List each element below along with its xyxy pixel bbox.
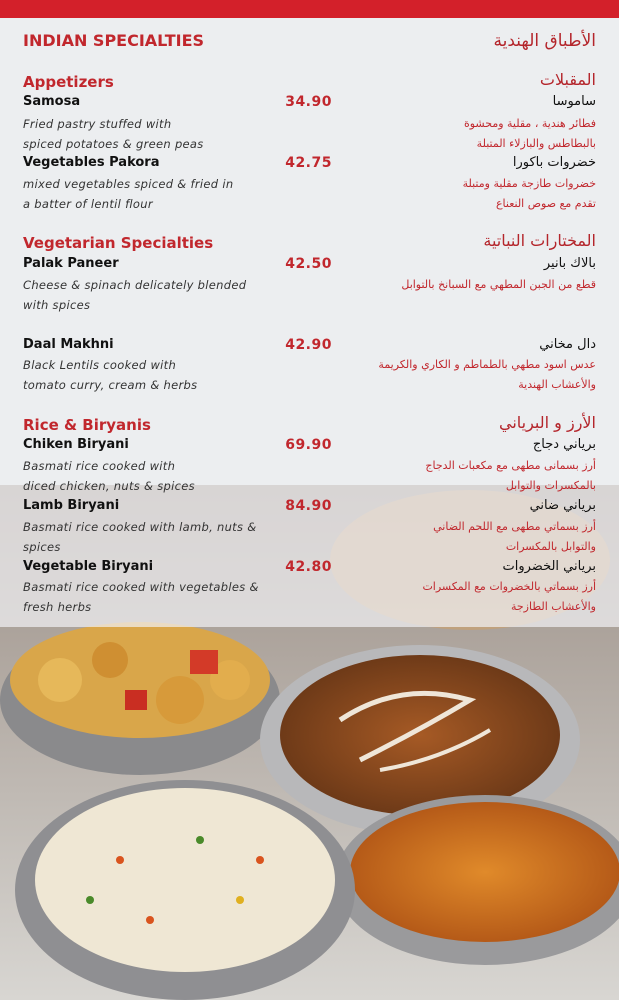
item-desc-en: diced chicken, nuts & spices bbox=[23, 479, 195, 493]
item-name-en: Vegetable Biryani bbox=[23, 559, 154, 574]
item-name-ar: دال مخاني bbox=[539, 337, 596, 352]
item-desc-ar: بالمكسرات والتوابل bbox=[505, 479, 596, 492]
item-name-ar: برياني ضاني bbox=[529, 498, 596, 513]
rice-bowl bbox=[15, 780, 355, 1000]
item-desc-en: tomato curry, cream & herbs bbox=[23, 378, 198, 392]
section-heading-en: Vegetarian Specialties bbox=[23, 234, 214, 252]
item-desc-en: fresh herbs bbox=[23, 600, 92, 614]
item-desc-ar: بالبطاطس والبازلاء المتبلة bbox=[476, 137, 596, 150]
item-price: 34.90 bbox=[285, 94, 332, 110]
top-bar bbox=[0, 0, 619, 18]
item-price: 84.90 bbox=[285, 498, 332, 514]
item-desc-en: Basmati rice cooked with bbox=[23, 459, 176, 473]
item-desc-en: Black Lentils cooked with bbox=[23, 358, 177, 372]
item-desc-en: a batter of lentil flour bbox=[23, 197, 153, 211]
section-heading-en: Appetizers bbox=[23, 73, 114, 91]
section-heading-en: Rice & Biryanis bbox=[23, 416, 151, 434]
item-desc-ar: أرز بسماتي مطهى مع اللحم الضاني bbox=[433, 520, 596, 533]
item-name-ar: برياني دجاج bbox=[532, 437, 596, 452]
item-desc-ar: قطع من الجبن المطهي مع السبانخ بالتوابل bbox=[401, 278, 596, 291]
item-desc-ar: عدس اسود مطهي بالطماطم و الكاري والكريمة bbox=[378, 358, 596, 371]
item-name-en: Samosa bbox=[23, 94, 81, 109]
item-name-ar: ساموسا bbox=[552, 94, 596, 109]
section-heading-ar: الأرز و البرياني bbox=[498, 413, 596, 432]
item-name-en: Chiken Biryani bbox=[23, 437, 129, 452]
menu-title-en: INDIAN SPECIALTIES bbox=[23, 31, 205, 50]
item-desc-ar: والتوابل بالمكسرات bbox=[505, 540, 596, 553]
item-desc-ar: أرز بسمانى مطهى مع مكعبات الدجاج bbox=[425, 459, 596, 472]
item-desc-en: spices bbox=[23, 540, 61, 554]
item-desc-en: spiced potatoes & green peas bbox=[23, 137, 204, 151]
item-desc-en: Basmati rice cooked with vegetables & bbox=[23, 580, 259, 594]
item-desc-en: mixed vegetables spiced & fried in bbox=[23, 177, 234, 191]
item-desc-ar: والأعشاب الطازجة bbox=[510, 600, 596, 613]
item-desc-en: with spices bbox=[23, 298, 91, 312]
menu-title-ar: الأطباق الهندية bbox=[493, 31, 596, 51]
item-price: 42.90 bbox=[285, 337, 332, 353]
item-desc-en: Basmati rice cooked with lamb, nuts & bbox=[23, 520, 257, 534]
item-desc-en: Fried pastry stuffed with bbox=[23, 117, 172, 131]
item-desc-ar: أرز بسماتي بالخضروات مع المكسرات bbox=[422, 580, 596, 593]
item-desc-ar: خضروات طازجة مقلية ومتبلة bbox=[462, 177, 596, 190]
pakora-bowl bbox=[0, 622, 280, 775]
item-price: 42.50 bbox=[285, 256, 332, 272]
item-desc-en: Cheese & spinach delicately blended bbox=[23, 278, 247, 292]
item-price: 42.80 bbox=[285, 559, 332, 575]
item-price: 69.90 bbox=[285, 437, 332, 453]
item-name-en: Daal Makhni bbox=[23, 337, 114, 352]
item-name-ar: برياني الخضروات bbox=[502, 559, 596, 574]
item-desc-ar: تقدم مع صوص النعناع bbox=[495, 197, 596, 210]
item-name-ar: بالاك بانير bbox=[543, 256, 596, 271]
section-heading-ar: المختارات النباتية bbox=[483, 231, 596, 250]
section-heading-ar: المقبلات bbox=[539, 70, 596, 89]
item-name-ar: خضروات باكورا bbox=[512, 155, 596, 170]
item-price: 42.75 bbox=[285, 155, 332, 171]
item-desc-ar: فطائر هندية ، مقلية ومحشوة bbox=[463, 117, 596, 130]
item-name-en: Lamb Biryani bbox=[23, 498, 120, 513]
item-name-en: Palak Paneer bbox=[23, 256, 119, 271]
item-desc-ar: والأعشاب الهندية bbox=[518, 378, 596, 391]
item-name-en: Vegetables Pakora bbox=[23, 155, 160, 170]
